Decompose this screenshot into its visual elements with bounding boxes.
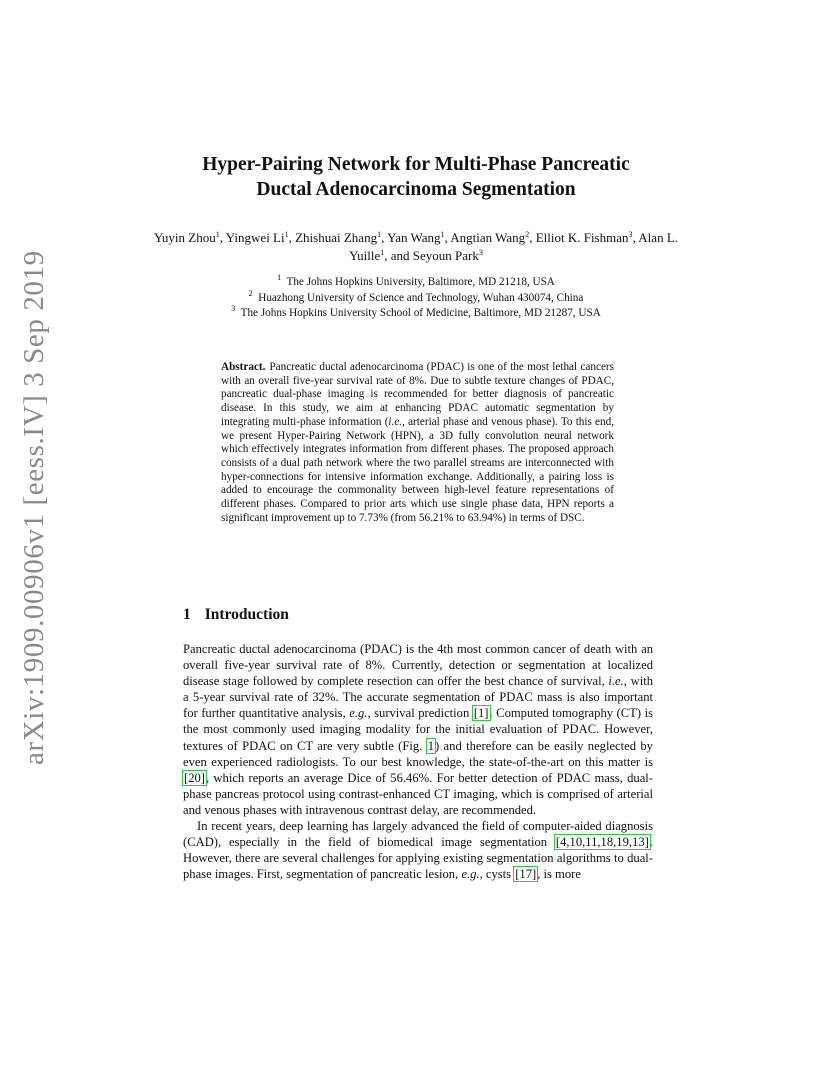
citation-link[interactable]: [4,10,11,18,19,13] [555, 835, 649, 850]
affiliation-mark: 3 [231, 304, 236, 313]
author-name: Zhishuai Zhang [295, 230, 378, 245]
author-affiliation-mark: 2 [525, 230, 530, 239]
author-separator: , [632, 230, 639, 245]
intro-italic: i.e. [608, 674, 624, 689]
intro-text: , is more [537, 867, 581, 882]
author-list [150, 229, 682, 265]
author-separator: , [444, 230, 451, 245]
affiliation-text: The Johns Hopkins University School of Medicine, Baltimore, MD 21287, USA [240, 307, 601, 319]
affiliation-item [150, 306, 682, 322]
author-affiliation-mark: 1 [380, 248, 385, 257]
citation-link[interactable]: [17] [515, 867, 537, 882]
author-separator: , [529, 230, 536, 245]
intro-text: ) and therefore can be easily neglected by even experienced radiologists. To our best knowledge, the state-of-the-art on this matter is [183, 738, 653, 769]
abstract-label: Abstract. [221, 361, 266, 373]
author-name: Elliot K. Fishman [535, 230, 629, 245]
intro-text: , which reports an average Dice of 56.46%. For better detection of PDAC mass, dual-phase pancreas protocol using contrast-enhanced CT imaging, which is comprised of arterial and venous phases with intravenous contrast delay, are recommended. [183, 770, 653, 817]
affiliation-item [150, 275, 682, 291]
intro-italic: e.g. [461, 867, 480, 882]
intro-text: , with a 5-year survival rate of 32%. The accurate segmentation of PDAC mass is also important for further quantitative analysis, [183, 674, 653, 721]
author-separator: , [219, 230, 226, 245]
citation-link[interactable]: [1] [473, 706, 489, 721]
author-name: Yan Wang [387, 230, 441, 245]
abstract-text-part-1: Pancreatic ductal adenocarcinoma (PDAC) is one of the most lethal cancers with an overall five-year survival rate of 8%. Due to subtle texture changes of PDAC, pancreatic dual-phase imaging is recommended for better diagnosis of pancreatic disease. In this study, we aim at enhancing PDAC automatic segmentation by integrating multi-phase information ( [221, 361, 614, 428]
title-line-2: Ductal Adenocarcinoma Segmentation [256, 179, 576, 200]
author-separator: , and [384, 248, 413, 263]
abstract-text-part-2: , arterial phase and venous phase). To this end, we present Hyper-Pairing Network (HPN), a 3D fully convolution neural network which effectively integrates information from different phases. The proposed approach consists of a dual path network where the two parallel streams are interconnected with hyper-connections for intensive information exchange. Additionally, a pairing loss is added to encourage the commonality between high-level feature representations of different phases. Compared to prior arts which use single phase data, HPN reports a significant improvement up to 7.73% (from 56.21% to 63.94%) in terms of DSC. [221, 415, 615, 524]
author-name: Seyoun Park [412, 248, 479, 263]
author-affiliation-mark: 1 [284, 230, 289, 239]
affiliation-text: Huazhong University of Science and Technology, Wuhan 430074, China [258, 291, 584, 304]
intro-italic: e.g. [349, 706, 368, 721]
affiliation-item [150, 288, 682, 307]
title-line-1: Hyper-Pairing Network for Multi-Phase Pancreatic [202, 154, 630, 175]
intro-text: , survival prediction [367, 706, 473, 721]
intro-paragraph-1 [183, 641, 653, 818]
author-separator: , [381, 230, 388, 245]
author-affiliation-mark: 3 [628, 230, 633, 239]
affiliation-mark: 2 [248, 288, 253, 298]
arxiv-identifier-stamp: arXiv:1909.00906v1 [eess.IV] 3 Sep 2019 [18, 250, 50, 765]
abstract-ie: i.e. [388, 415, 403, 428]
intro-text: Pancreatic ductal adenocarcinoma (PDAC) is the 4th most common cancer of death with an overall five-year survival rate of 8%. Currently, detection or segmentation at localized disease stage followed by complete resection can offer the best chance of survival, [183, 642, 653, 689]
figure-link[interactable]: 1 [427, 738, 434, 753]
section-title: Introduction [204, 606, 289, 623]
citation-link[interactable]: [20] [184, 770, 205, 785]
section-number: 1 [183, 606, 191, 623]
intro-text: In recent years, deep learning has largely advanced the field of computer-aided diagnosis (CAD), especially in the field of biomedical image segmentation [183, 819, 653, 850]
author-name: Angtian Wang [450, 230, 526, 245]
affiliation-mark: 1 [277, 273, 282, 282]
author-affiliation-mark: 1 [215, 230, 220, 239]
intro-text: . However, there are several challenges for applying existing segmentation algorithms to dual-phase images. First, segmentation of pancreatic lesion, [183, 835, 653, 882]
intro-paragraph-2 [183, 818, 653, 882]
intro-text: , cysts [479, 867, 515, 882]
section-heading-introduction [183, 606, 289, 624]
abstract [221, 361, 614, 525]
author-separator: , [288, 230, 296, 245]
intro-text: . Computed tomography (CT) is the most commonly used imaging modality for the initial evaluation of PDAC. However, textures of PDAC on CT are very subtle (Fig. [183, 706, 653, 753]
author-name: Alan L. Yuille [349, 230, 679, 263]
affiliation-list [150, 275, 682, 322]
author-affiliation-mark: 1 [377, 230, 382, 239]
paper-title [150, 152, 682, 202]
introduction-body [183, 641, 653, 882]
affiliation-text: The Johns Hopkins University, Baltimore, MD 21218, USA [286, 276, 555, 288]
author-affiliation-mark: 3 [478, 248, 483, 257]
author-name: Yingwei Li [225, 230, 285, 245]
author-affiliation-mark: 1 [440, 230, 445, 239]
author-name: Yuyin Zhou [153, 230, 216, 245]
